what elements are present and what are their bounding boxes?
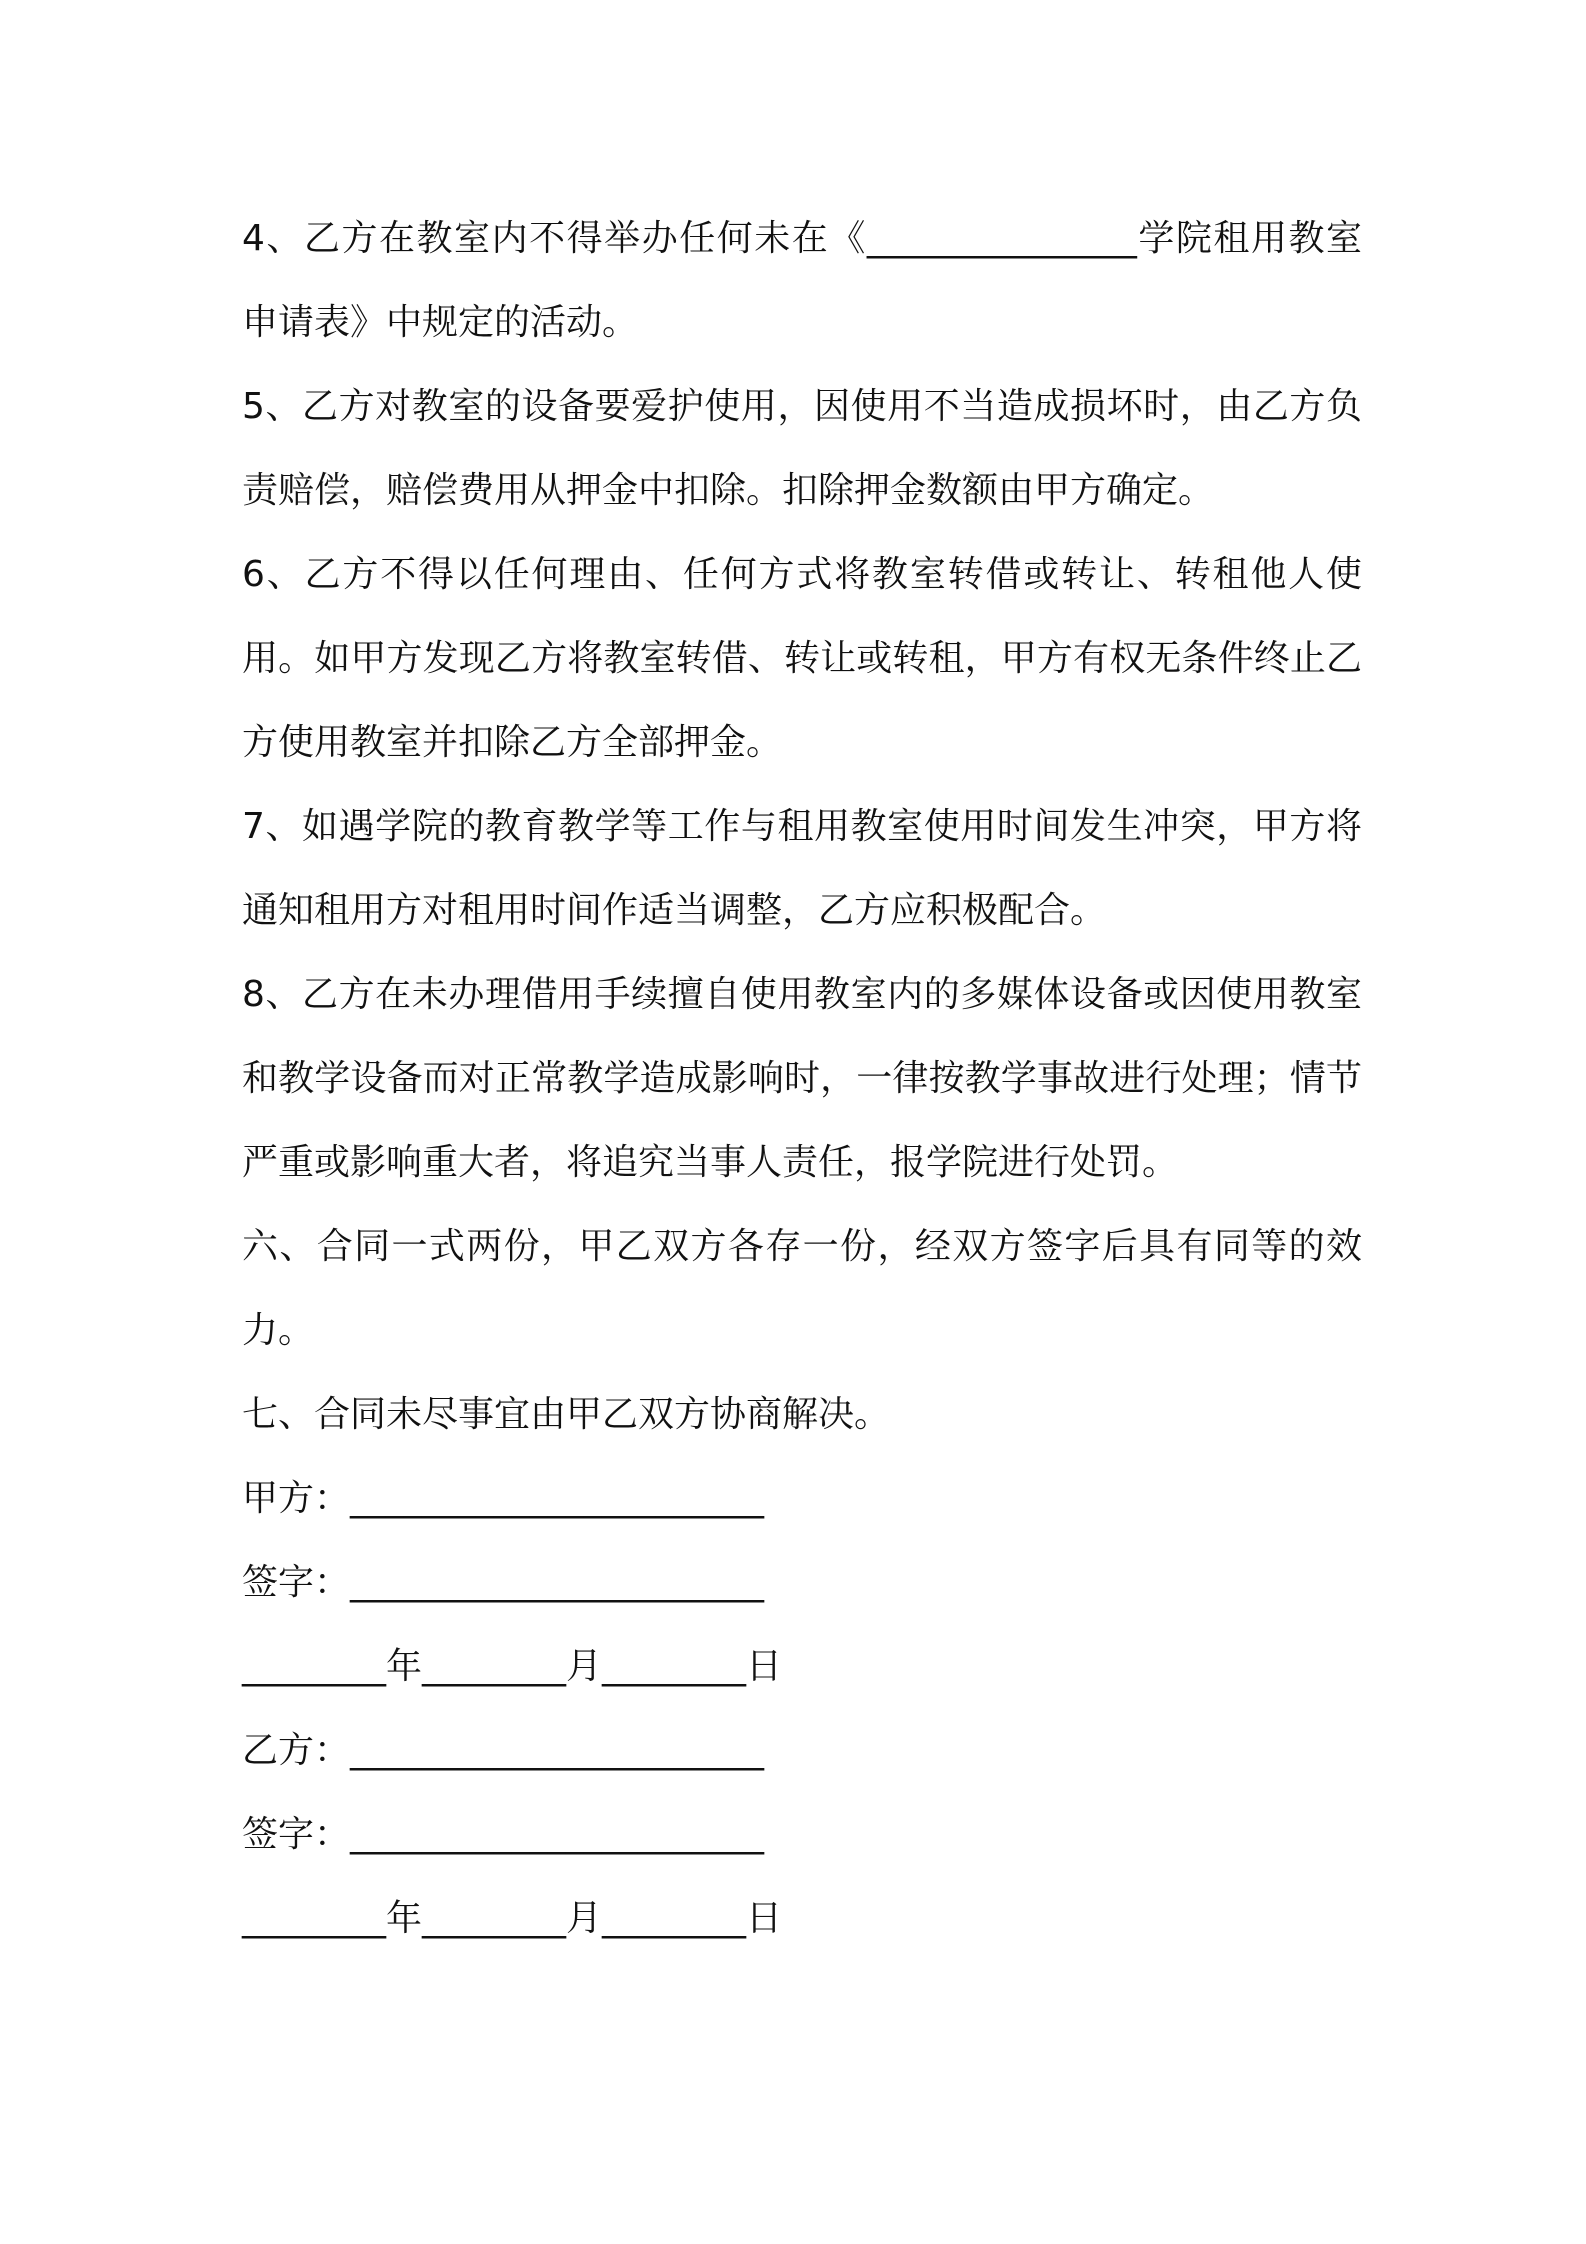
clause-5: 5、乙方对教室的设备要爱护使用，因使用不当造成损坏时，由乙方负责赔偿，赔偿费用从押金中扣除。扣除押金数额由甲方确定。 (242, 386, 1362, 511)
document-page (242, 197, 1362, 1961)
party-b-signature-line: 签字：_______________________ (242, 1814, 765, 1855)
clause-6: 6、乙方不得以任何理由、任何方式将教室转借或转让、转租他人使用。如甲方发现乙方将教室转借、转让或转租，甲方有权无条件终止乙方使用教室并扣除乙方全部押金。 (242, 554, 1362, 763)
clause-4: 4、乙方在教室内不得举办任何未在《_______________学院租用教室申请表》中规定的活动。 (242, 218, 1362, 343)
section-seven: 七、合同未尽事宜由甲乙双方协商解决。 (242, 1394, 891, 1435)
party-b-date-line: ________年________月________日 (242, 1898, 782, 1939)
party-a-date-line: ________年________月________日 (242, 1646, 782, 1687)
section-six: 六、合同一式两份，甲乙双方各存一份，经双方签字后具有同等的效力。 (242, 1226, 1362, 1351)
clause-8: 8、乙方在未办理借用手续擅自使用教室内的多媒体设备或因使用教室和教学设备而对正常教学造成影响时，一律按教学事故进行处理；情节严重或影响重大者，将追究当事人责任，报学院进行处罚。 (242, 974, 1362, 1183)
party-b-line: 乙方：_______________________ (242, 1730, 765, 1771)
party-a-line: 甲方：_______________________ (242, 1478, 765, 1519)
clause-7: 7、如遇学院的教育教学等工作与租用教室使用时间发生冲突，甲方将通知租用方对租用时间作适当调整，乙方应积极配合。 (242, 806, 1362, 931)
party-a-signature-line: 签字：_______________________ (242, 1562, 765, 1603)
